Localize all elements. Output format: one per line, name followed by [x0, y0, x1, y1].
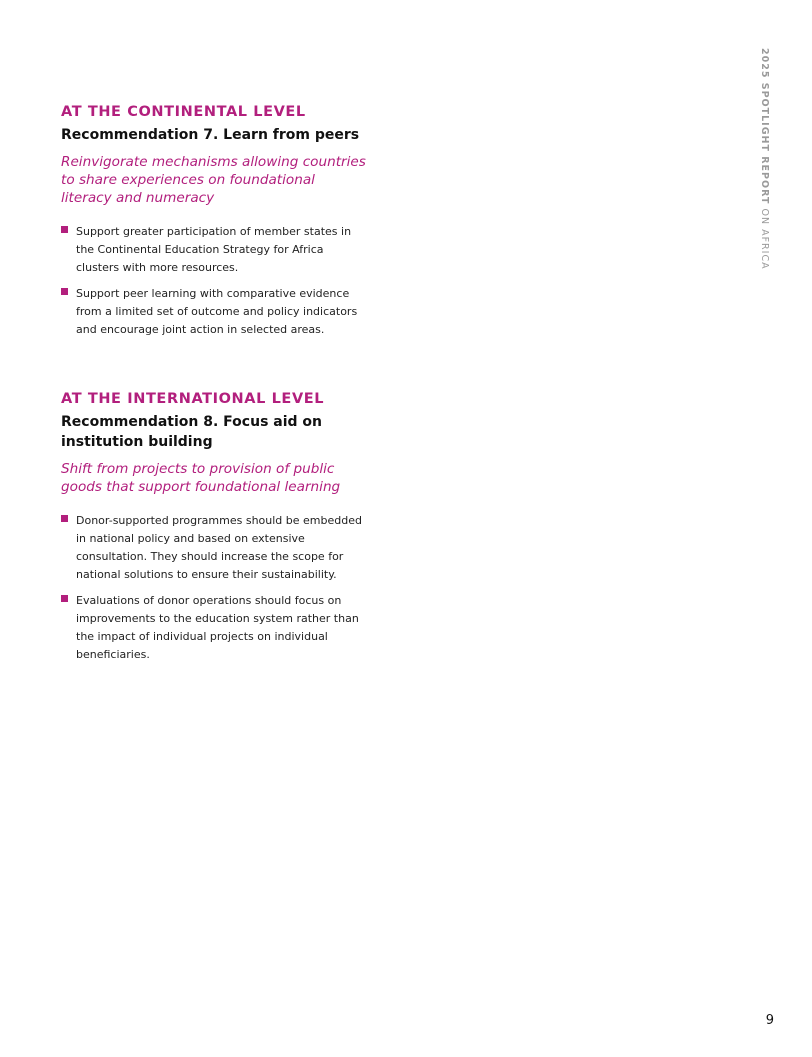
recommendation-title: Recommendation 7. Learn from peers: [61, 127, 360, 143]
recommendation-subtitle: Shift from projects to provision of public goods that support foundational learning: [61, 461, 341, 495]
bullet-item: [61, 592, 366, 664]
bullet-text: Evaluations of donor operations should focus on improvements to the education system rather than the impact of individual projects on individual beneficiaries.: [76, 594, 359, 661]
bullet-text: Support peer learning with comparative evidence from a limited set of outcome and policy indicators and encourage joint action in selected areas.: [76, 287, 358, 336]
bullet-text: Donor-supported programmes should be embedded in national policy and based on extensive consultation. They should increase the scope for national solutions to ensure their sustainability.: [76, 514, 362, 581]
international-section: [61, 390, 366, 672]
bullet-item: [61, 285, 366, 339]
bullet-square-icon: [61, 595, 68, 602]
continental-section: [61, 103, 366, 347]
report-title: 2025 SPOTLIGHT REPORT: [759, 48, 770, 205]
section-level-heading: AT THE CONTINENTAL LEVEL: [61, 104, 306, 120]
bullet-list: [61, 512, 366, 664]
recommendation-subtitle: Reinvigorate mechanisms allowing countries to share experiences on foundational literacy and numeracy: [61, 154, 366, 206]
bullet-text: Support greater participation of member states in the Continental Education Strategy for Africa clusters with more resources.: [76, 225, 352, 274]
bullet-square-icon: [61, 288, 68, 295]
bullet-list: [61, 223, 366, 339]
bullet-item: [61, 512, 366, 584]
section-level-heading: AT THE INTERNATIONAL LEVEL: [61, 391, 325, 407]
report-subtitle: ON AFRICA: [759, 208, 770, 270]
bullet-square-icon: [61, 226, 68, 233]
page-number: 9: [765, 1013, 774, 1028]
recommendation-title: Recommendation 8. Focus aid on institution building: [61, 414, 322, 450]
bullet-square-icon: [61, 515, 68, 522]
running-header: [759, 48, 770, 270]
bullet-item: [61, 223, 366, 277]
